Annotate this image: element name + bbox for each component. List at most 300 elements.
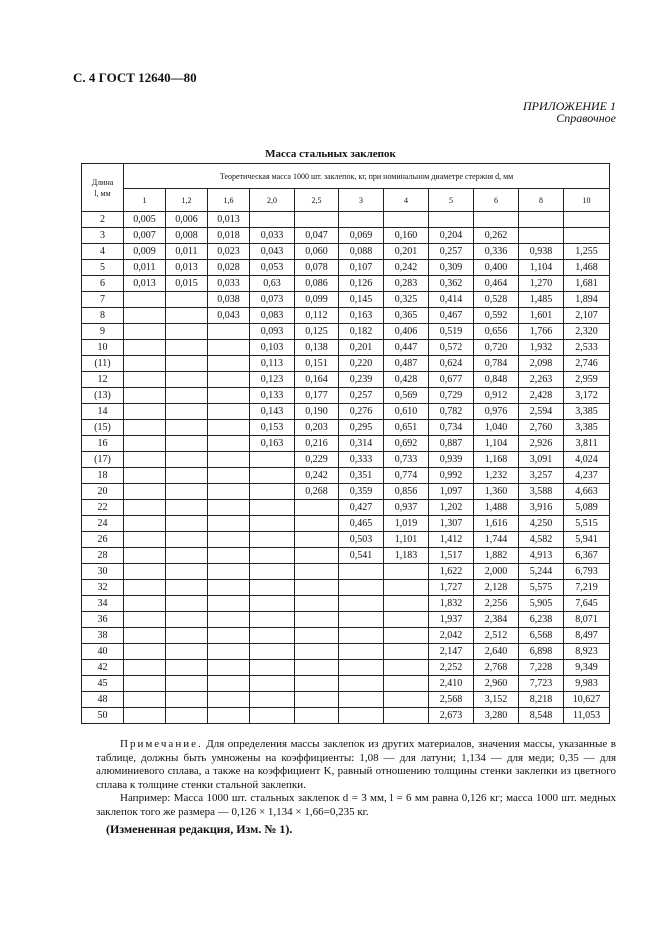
mass-cell — [124, 340, 166, 356]
mass-cell: 8,218 — [519, 692, 564, 708]
mass-cell: 2,384 — [474, 612, 519, 628]
mass-cell: 7,228 — [519, 660, 564, 676]
mass-cell — [208, 484, 250, 500]
table-row — [82, 516, 610, 532]
mass-cell — [166, 548, 208, 564]
mass-cell: 1,727 — [429, 580, 474, 596]
mass-cell: 0,190 — [295, 404, 339, 420]
mass-cell — [295, 612, 339, 628]
appendix-title: ПРИЛОЖЕНИЕ 1 — [523, 99, 616, 113]
mass-cell: 0,242 — [295, 468, 339, 484]
mass-cell — [208, 468, 250, 484]
mass-cell: 0,774 — [384, 468, 429, 484]
mass-cell: 6,238 — [519, 612, 564, 628]
mass-cell: 1,104 — [474, 436, 519, 452]
mass-cell — [208, 372, 250, 388]
mass-cell: 0,569 — [384, 388, 429, 404]
diameter-header-cell: 3 — [339, 189, 384, 212]
mass-cell: 0,011 — [166, 244, 208, 260]
mass-cell: 3,280 — [474, 708, 519, 724]
mass-cell: 0,325 — [384, 292, 429, 308]
table-row — [82, 324, 610, 340]
mass-cell — [474, 212, 519, 228]
mass-cell: 8,497 — [564, 628, 610, 644]
mass-cell: 0,887 — [429, 436, 474, 452]
diameter-header-cell: 2,5 — [295, 189, 339, 212]
mass-cell: 3,152 — [474, 692, 519, 708]
table-row — [82, 388, 610, 404]
length-cell: 38 — [82, 628, 124, 644]
mass-cell: 9,349 — [564, 660, 610, 676]
mass-cell: 0,856 — [384, 484, 429, 500]
mass-cell: 1,616 — [474, 516, 519, 532]
mass-cell: 2,128 — [474, 580, 519, 596]
mass-cell: 0,043 — [250, 244, 295, 260]
mass-cell — [166, 404, 208, 420]
length-cell: 8 — [82, 308, 124, 324]
mass-cell: 1,232 — [474, 468, 519, 484]
mass-cell: 2,768 — [474, 660, 519, 676]
mass-cell: 0,541 — [339, 548, 384, 564]
mass-cell: 0,400 — [474, 260, 519, 276]
revision-note: (Измененная редакция, Изм. № 1). — [106, 822, 293, 836]
table-row — [82, 692, 610, 708]
mass-cell: 0,351 — [339, 468, 384, 484]
mass-cell: 1,468 — [564, 260, 610, 276]
mass-cell: 0,283 — [384, 276, 429, 292]
mass-cell: 0,203 — [295, 420, 339, 436]
mass-cell: 0,362 — [429, 276, 474, 292]
mass-cell: 0,239 — [339, 372, 384, 388]
appendix-subtitle: Справочное — [556, 111, 616, 125]
mass-cell: 4,237 — [564, 468, 610, 484]
mass-cell — [166, 612, 208, 628]
mass-cell: 0,163 — [339, 308, 384, 324]
diameter-header-row — [82, 189, 610, 212]
table-row — [82, 436, 610, 452]
mass-cell: 0,447 — [384, 340, 429, 356]
mass-cell — [295, 548, 339, 564]
table-row — [82, 596, 610, 612]
mass-cell — [339, 596, 384, 612]
table-row — [82, 484, 610, 500]
length-cell: 16 — [82, 436, 124, 452]
mass-cell: 0,976 — [474, 404, 519, 420]
mass-cell — [519, 228, 564, 244]
length-cell: 12 — [82, 372, 124, 388]
mass-cell: 0,177 — [295, 388, 339, 404]
mass-cell: 0,133 — [250, 388, 295, 404]
mass-cell: 0,009 — [124, 244, 166, 260]
mass-cell: 0,720 — [474, 340, 519, 356]
mass-cell: 0,153 — [250, 420, 295, 436]
mass-cell: 2,746 — [564, 356, 610, 372]
mass-cell: 0,033 — [208, 276, 250, 292]
mass-cell: 2,000 — [474, 564, 519, 580]
mass-cell — [519, 212, 564, 228]
mass-cell: 2,533 — [564, 340, 610, 356]
mass-cell: 1,307 — [429, 516, 474, 532]
length-cell: (17) — [82, 452, 124, 468]
mass-cell — [250, 516, 295, 532]
mass-cell: 2,673 — [429, 708, 474, 724]
length-cell: 40 — [82, 644, 124, 660]
mass-cell: 0,782 — [429, 404, 474, 420]
mass-cell — [124, 532, 166, 548]
mass-cell: 3,588 — [519, 484, 564, 500]
mass-cell: 1,255 — [564, 244, 610, 260]
mass-cell: 4,913 — [519, 548, 564, 564]
mass-cell — [339, 692, 384, 708]
mass-cell — [124, 564, 166, 580]
mass-cell — [250, 596, 295, 612]
mass-cell: 2,568 — [429, 692, 474, 708]
mass-cell — [295, 516, 339, 532]
mass-cell: 2,926 — [519, 436, 564, 452]
diameter-header-cell: 6 — [474, 189, 519, 212]
mass-cell: 0,023 — [208, 244, 250, 260]
mass-cell — [208, 500, 250, 516]
mass-cell: 0,047 — [295, 228, 339, 244]
mass-cell — [124, 388, 166, 404]
appendix-label — [523, 100, 616, 124]
mass-cell: 0,086 — [295, 276, 339, 292]
mass-cell — [295, 580, 339, 596]
mass-cell — [250, 660, 295, 676]
table-row — [82, 340, 610, 356]
mass-cell — [250, 532, 295, 548]
mass-cell — [166, 580, 208, 596]
mass-cell: 0,336 — [474, 244, 519, 260]
mass-cell: 0,309 — [429, 260, 474, 276]
mass-cell — [384, 692, 429, 708]
length-cell: (15) — [82, 420, 124, 436]
note-text: Для определения массы заклепок из других материалов, значения массы, указанные в таблице, должны быть умножены на коэффициенты: 1,08 — для латуни; 1,134 — для меди; 0,35 — для алюминиевого сплава, а также на коэффициент K, равный отношению толщины стенки заклепки из цветного сплава к толщине стенки стальной заклепки. — [96, 738, 616, 791]
mass-cell — [166, 292, 208, 308]
mass-cell: 0,242 — [384, 260, 429, 276]
length-cell: 30 — [82, 564, 124, 580]
mass-cell — [166, 692, 208, 708]
mass-cell: 1,183 — [384, 548, 429, 564]
mass-cell — [250, 564, 295, 580]
mass-cell — [208, 644, 250, 660]
mass-cell: 2,320 — [564, 324, 610, 340]
diameter-header-cell: 1,6 — [208, 189, 250, 212]
length-cell: 32 — [82, 580, 124, 596]
mass-cell: 0,088 — [339, 244, 384, 260]
mass-cell: 0,464 — [474, 276, 519, 292]
mass-cell: 8,923 — [564, 644, 610, 660]
mass-cell: 6,898 — [519, 644, 564, 660]
diameter-header-cell: 4 — [384, 189, 429, 212]
mass-cell: 1,168 — [474, 452, 519, 468]
mass-cell — [339, 708, 384, 724]
mass-cell: 8,548 — [519, 708, 564, 724]
mass-cell: 0,314 — [339, 436, 384, 452]
mass-cell: 2,640 — [474, 644, 519, 660]
mass-cell: 1,202 — [429, 500, 474, 516]
length-header-unit: l, мм — [94, 188, 111, 198]
length-cell: (13) — [82, 388, 124, 404]
mass-cell: 0,428 — [384, 372, 429, 388]
mass-cell — [208, 548, 250, 564]
mass-cell — [250, 612, 295, 628]
mass-cell: 1,601 — [519, 308, 564, 324]
mass-cell: 0,160 — [384, 228, 429, 244]
mass-cell — [208, 564, 250, 580]
mass-cell — [208, 660, 250, 676]
mass-cell — [208, 708, 250, 724]
mass-cell: 1,882 — [474, 548, 519, 564]
length-cell: 22 — [82, 500, 124, 516]
mass-cell: 1,622 — [429, 564, 474, 580]
mass-cell: 0,692 — [384, 436, 429, 452]
table-body — [82, 212, 610, 724]
mass-cell — [124, 708, 166, 724]
mass-cell — [166, 340, 208, 356]
mass-cell — [166, 660, 208, 676]
mass-cell: 1,040 — [474, 420, 519, 436]
mass-cell — [384, 612, 429, 628]
mass-cell: 1,360 — [474, 484, 519, 500]
length-cell: 28 — [82, 548, 124, 564]
mass-cell: 0,008 — [166, 228, 208, 244]
mass-cell: 0,414 — [429, 292, 474, 308]
mass-cell: 0,164 — [295, 372, 339, 388]
mass-cell: 0,138 — [295, 340, 339, 356]
mass-column-header: Теоретическая масса 1000 шт. заклепок, кг, при номинальном диаметре стержня d, мм — [124, 164, 610, 189]
mass-cell: 0,465 — [339, 516, 384, 532]
mass-cell — [250, 692, 295, 708]
mass-cell: 0,220 — [339, 356, 384, 372]
mass-cell: 0,992 — [429, 468, 474, 484]
mass-cell — [295, 500, 339, 516]
mass-cell — [250, 484, 295, 500]
mass-cell: 1,097 — [429, 484, 474, 500]
length-cell: 6 — [82, 276, 124, 292]
mass-cell: 0,053 — [250, 260, 295, 276]
mass-cell — [166, 516, 208, 532]
mass-cell — [339, 564, 384, 580]
mass-cell: 9,983 — [564, 676, 610, 692]
mass-cell: 7,723 — [519, 676, 564, 692]
mass-cell — [208, 324, 250, 340]
mass-cell: 7,645 — [564, 596, 610, 612]
mass-cell: 0,028 — [208, 260, 250, 276]
mass-cell: 2,760 — [519, 420, 564, 436]
mass-cell: 0,262 — [474, 228, 519, 244]
mass-cell — [208, 628, 250, 644]
mass-cell: 5,575 — [519, 580, 564, 596]
mass-cell: 0,276 — [339, 404, 384, 420]
mass-cell: 1,270 — [519, 276, 564, 292]
table-row — [82, 212, 610, 228]
mass-cell: 0,268 — [295, 484, 339, 500]
mass-cell: 0,007 — [124, 228, 166, 244]
mass-cell — [429, 212, 474, 228]
mass-cell: 2,107 — [564, 308, 610, 324]
mass-cell: 4,582 — [519, 532, 564, 548]
mass-cell: 1,894 — [564, 292, 610, 308]
length-cell: 24 — [82, 516, 124, 532]
mass-cell: 2,960 — [474, 676, 519, 692]
mass-cell: 2,256 — [474, 596, 519, 612]
mass-cell: 0,013 — [166, 260, 208, 276]
mass-cell: 0,151 — [295, 356, 339, 372]
mass-cell: 3,172 — [564, 388, 610, 404]
mass-cell — [124, 452, 166, 468]
mass-cell: 0,011 — [124, 260, 166, 276]
mass-cell: 0,126 — [339, 276, 384, 292]
mass-cell: 4,250 — [519, 516, 564, 532]
mass-cell — [124, 660, 166, 676]
mass-cell: 0,912 — [474, 388, 519, 404]
mass-cell — [208, 420, 250, 436]
mass-cell — [166, 308, 208, 324]
mass-cell — [208, 452, 250, 468]
mass-cell — [208, 532, 250, 548]
mass-cell — [250, 676, 295, 692]
mass-cell: 2,512 — [474, 628, 519, 644]
length-cell: 48 — [82, 692, 124, 708]
mass-cell: 0,060 — [295, 244, 339, 260]
table-row — [82, 644, 610, 660]
mass-cell: 0,006 — [166, 212, 208, 228]
mass-cell — [166, 388, 208, 404]
mass-cell — [384, 596, 429, 612]
length-column-header — [82, 164, 124, 212]
mass-cell: 0,656 — [474, 324, 519, 340]
length-cell: 9 — [82, 324, 124, 340]
mass-cell — [124, 676, 166, 692]
mass-cell — [166, 372, 208, 388]
mass-cell: 0,784 — [474, 356, 519, 372]
mass-cell — [384, 708, 429, 724]
mass-cell — [208, 580, 250, 596]
mass-cell — [339, 212, 384, 228]
mass-cell: 11,053 — [564, 708, 610, 724]
mass-cell: 5,905 — [519, 596, 564, 612]
table-row — [82, 660, 610, 676]
mass-cell: 6,793 — [564, 564, 610, 580]
length-cell: 14 — [82, 404, 124, 420]
mass-cell: 1,412 — [429, 532, 474, 548]
length-cell: 2 — [82, 212, 124, 228]
mass-cell — [339, 612, 384, 628]
mass-cell: 0,734 — [429, 420, 474, 436]
mass-cell — [166, 596, 208, 612]
mass-cell: 0,093 — [250, 324, 295, 340]
table-row — [82, 532, 610, 548]
mass-cell — [384, 212, 429, 228]
mass-cell — [166, 356, 208, 372]
mass-cell: 0,503 — [339, 532, 384, 548]
mass-cell — [166, 468, 208, 484]
table-row — [82, 708, 610, 724]
mass-cell: 3,916 — [519, 500, 564, 516]
mass-cell — [124, 404, 166, 420]
mass-cell — [124, 484, 166, 500]
mass-cell: 0,078 — [295, 260, 339, 276]
diameter-header-cell: 8 — [519, 189, 564, 212]
length-header-label: Длина — [91, 177, 114, 187]
table-row — [82, 356, 610, 372]
mass-cell — [166, 644, 208, 660]
length-cell: 4 — [82, 244, 124, 260]
mass-cell — [564, 212, 610, 228]
mass-cell: 0,083 — [250, 308, 295, 324]
mass-cell: 0,201 — [339, 340, 384, 356]
mass-cell: 0,125 — [295, 324, 339, 340]
mass-cell: 3,385 — [564, 420, 610, 436]
mass-cell — [124, 612, 166, 628]
mass-cell — [166, 420, 208, 436]
mass-cell: 0,257 — [339, 388, 384, 404]
mass-cell — [166, 436, 208, 452]
mass-cell — [339, 580, 384, 596]
mass-cell: 1,488 — [474, 500, 519, 516]
mass-cell — [295, 692, 339, 708]
mass-cell: 0,63 — [250, 276, 295, 292]
notes-block — [96, 738, 616, 819]
mass-cell — [295, 212, 339, 228]
mass-cell: 6,367 — [564, 548, 610, 564]
mass-cell: 0,112 — [295, 308, 339, 324]
mass-cell: 0,937 — [384, 500, 429, 516]
mass-cell — [166, 484, 208, 500]
mass-cell: 1,101 — [384, 532, 429, 548]
mass-cell — [166, 708, 208, 724]
mass-cell — [295, 660, 339, 676]
mass-cell — [250, 644, 295, 660]
mass-cell — [339, 676, 384, 692]
mass-cell — [124, 580, 166, 596]
mass-cell — [166, 324, 208, 340]
mass-cell — [166, 628, 208, 644]
mass-cell — [208, 404, 250, 420]
length-cell: 20 — [82, 484, 124, 500]
mass-cell — [250, 708, 295, 724]
length-cell: 5 — [82, 260, 124, 276]
table-row — [82, 372, 610, 388]
diameter-header-cell: 5 — [429, 189, 474, 212]
mass-cell — [339, 660, 384, 676]
rivet-mass-table — [81, 163, 610, 724]
mass-cell: 0,069 — [339, 228, 384, 244]
diameter-header-cell: 1,2 — [166, 189, 208, 212]
mass-cell: 2,042 — [429, 628, 474, 644]
mass-cell: 0,624 — [429, 356, 474, 372]
mass-cell: 0,729 — [429, 388, 474, 404]
mass-cell: 3,385 — [564, 404, 610, 420]
mass-cell: 4,663 — [564, 484, 610, 500]
mass-cell — [384, 628, 429, 644]
mass-cell: 0,939 — [429, 452, 474, 468]
mass-cell — [166, 564, 208, 580]
mass-cell — [208, 596, 250, 612]
length-cell: (11) — [82, 356, 124, 372]
mass-cell: 0,216 — [295, 436, 339, 452]
mass-cell — [166, 500, 208, 516]
mass-cell: 0,033 — [250, 228, 295, 244]
mass-cell: 1,937 — [429, 612, 474, 628]
mass-cell: 5,089 — [564, 500, 610, 516]
mass-cell — [124, 372, 166, 388]
mass-cell — [384, 644, 429, 660]
length-cell: 3 — [82, 228, 124, 244]
table-row — [82, 276, 610, 292]
mass-cell: 0,123 — [250, 372, 295, 388]
